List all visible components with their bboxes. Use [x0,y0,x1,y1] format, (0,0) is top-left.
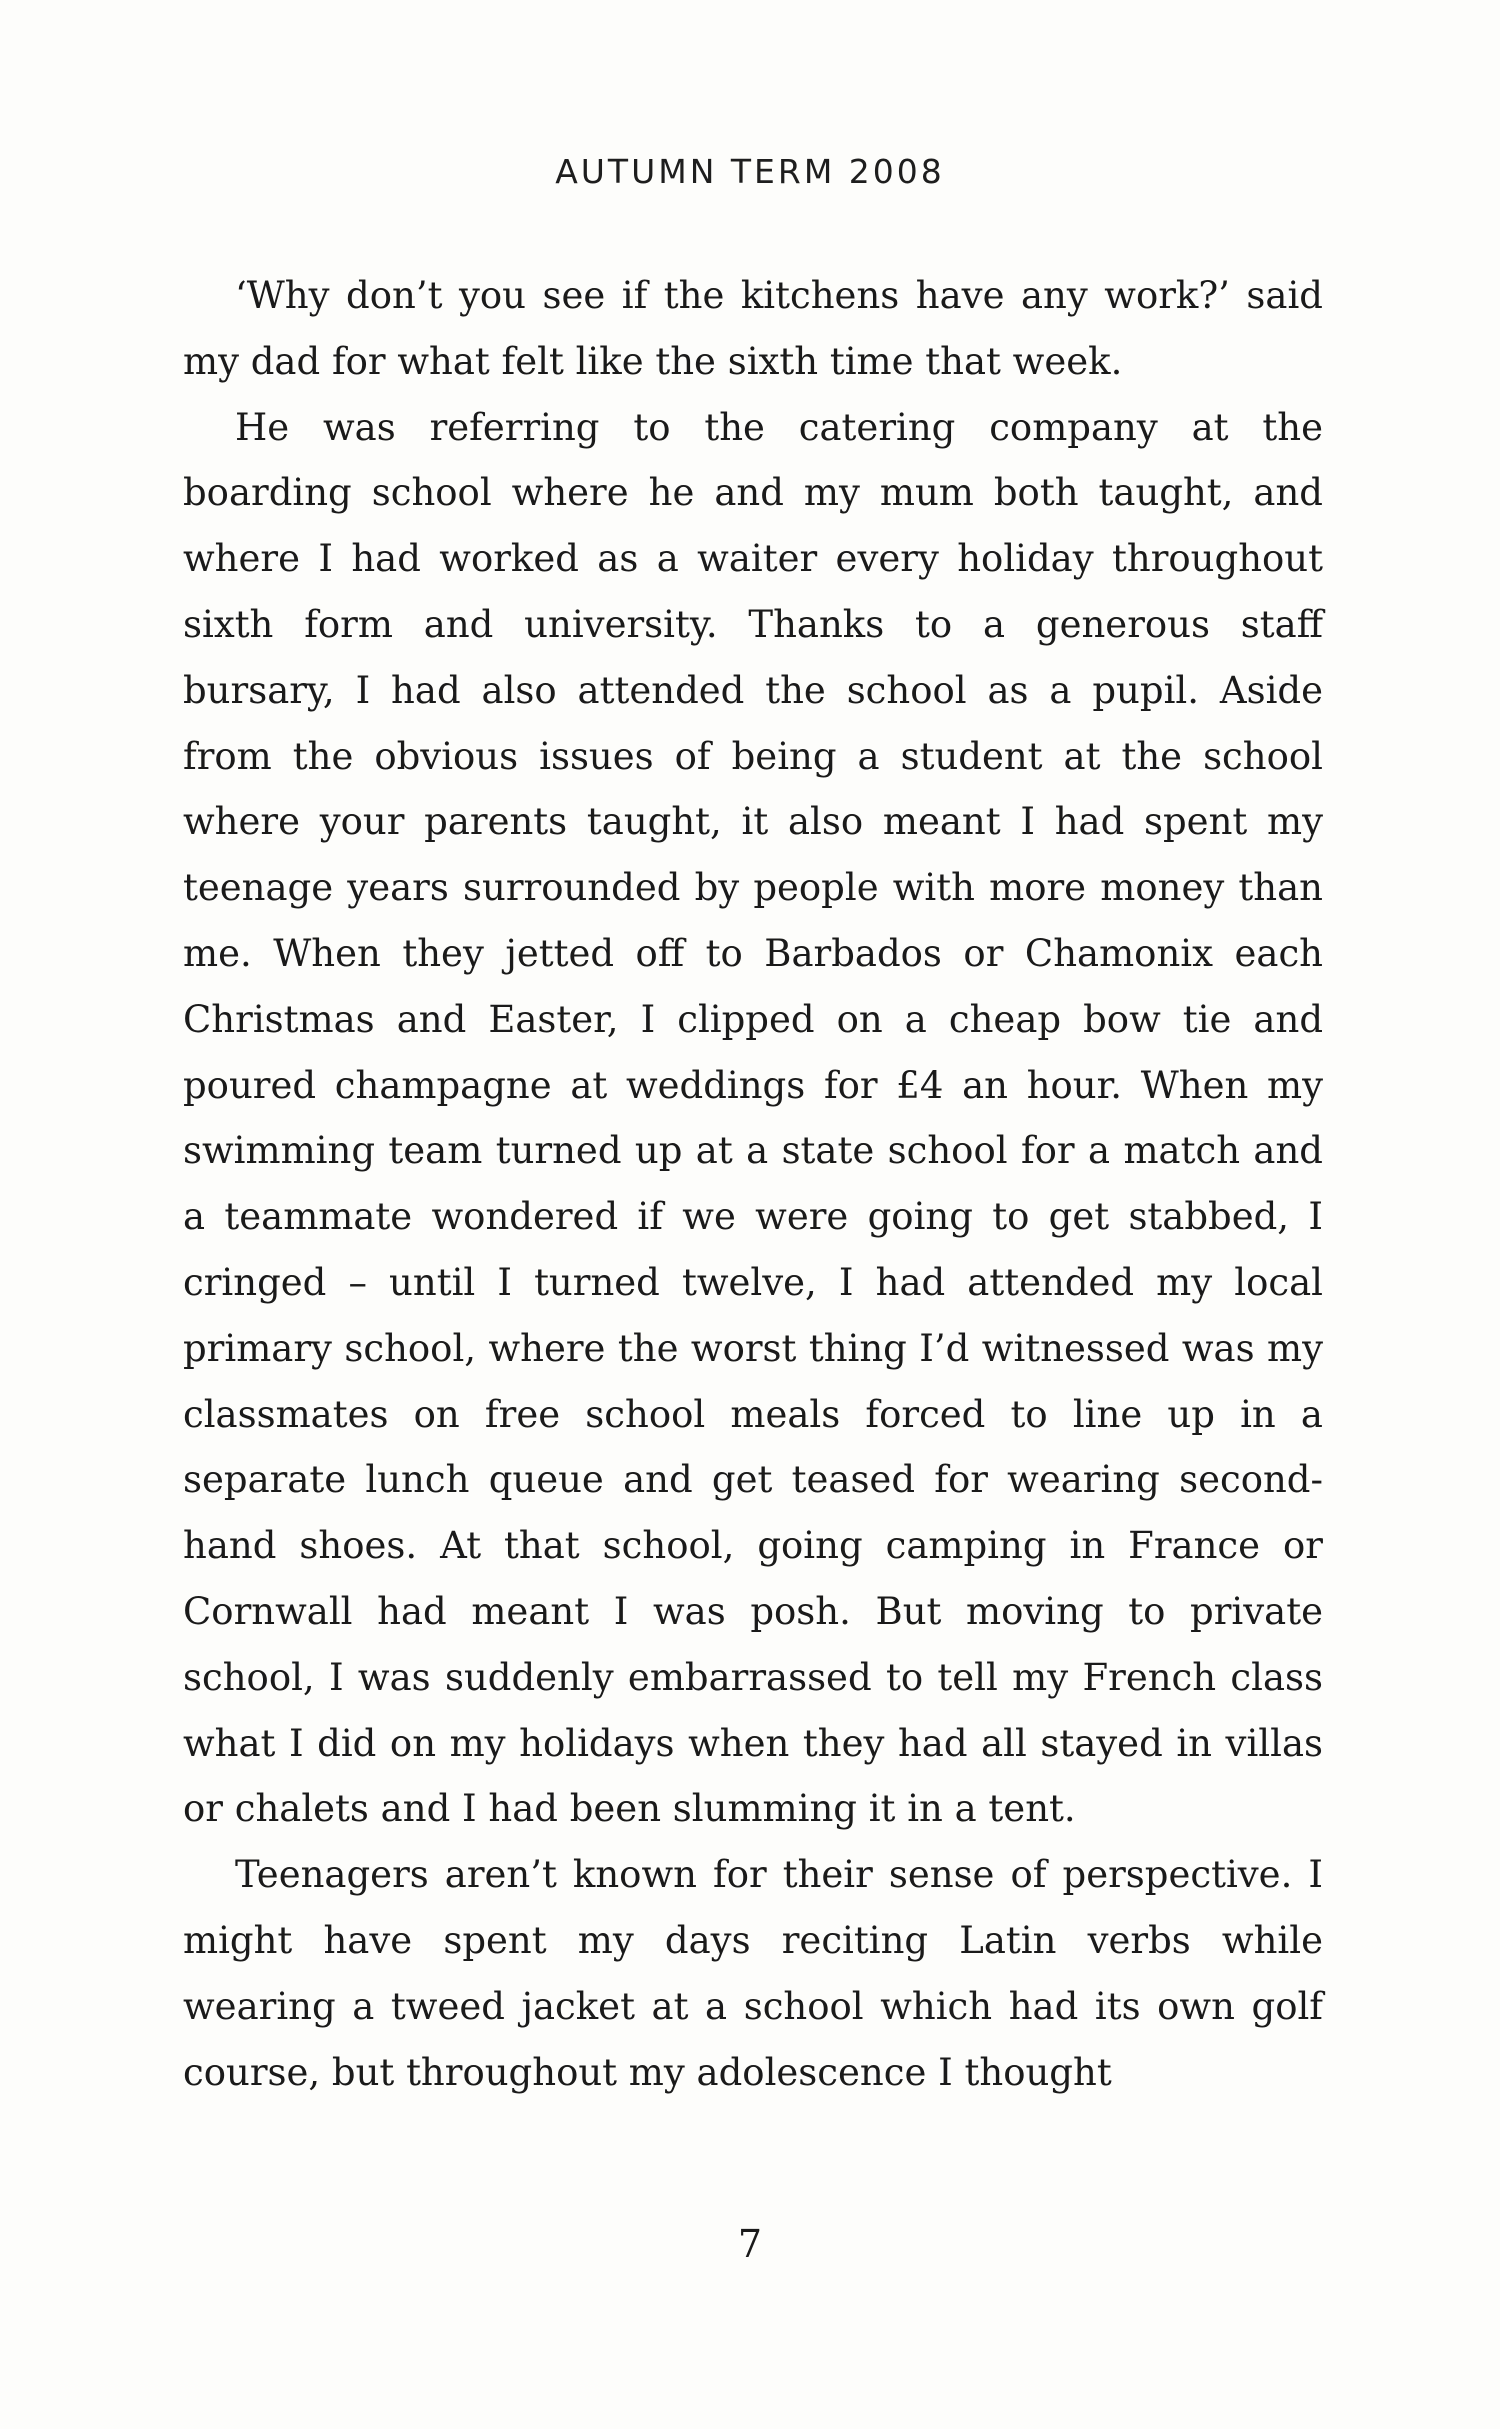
paragraph-1: ‘Why don’t you see if the kitchens have any work?’ said my dad for what felt like the sixth time that week. [183,274,1323,383]
running-head: AUTUMN TERM 2008 [555,152,945,191]
paragraph-2: He was referring to the catering company at the boarding school where he and my mum both taught, and where I had worked as a waiter every holiday throughout sixth form and university. Thanks to a generous staff bursary, I had also attended the school as a pupil. Aside from the obvious issues of being a student at the school where your parents taught, it also meant I had spent my teenage years surrounded by people with more money than me. When they jetted off to Barbados or Chamonix each Christmas and Easter, I clipped on a cheap bow tie and poured champagne at weddings for £4 an hour. When my swimming team turned up at a state school for a match and a teammate wondered if we were going to get stabbed, I cringed – until I turned twelve, I had attended my local primary school, where the worst thing I’d witnessed was my classmates on free school meals forced to line up in a separate lunch queue and get teased for wearing second-hand shoes. At that school, going camping in France or Cornwall had meant I was posh. But moving to private school, I was suddenly embarrassed to tell my French class what I did on my holidays when they had all stayed in villas or chalets and I had been slumming it in a tent. [183,405,1323,1831]
paragraph-3: Teenagers aren’t known for their sense of perspective. I might have spent my days reciting Latin verbs while wearing a tweed jacket at a school which had its own golf course, but throughout my adolescence I thought [183,1853,1323,2094]
page-number: 7 [737,2222,763,2266]
body-text [183,263,1323,2105]
